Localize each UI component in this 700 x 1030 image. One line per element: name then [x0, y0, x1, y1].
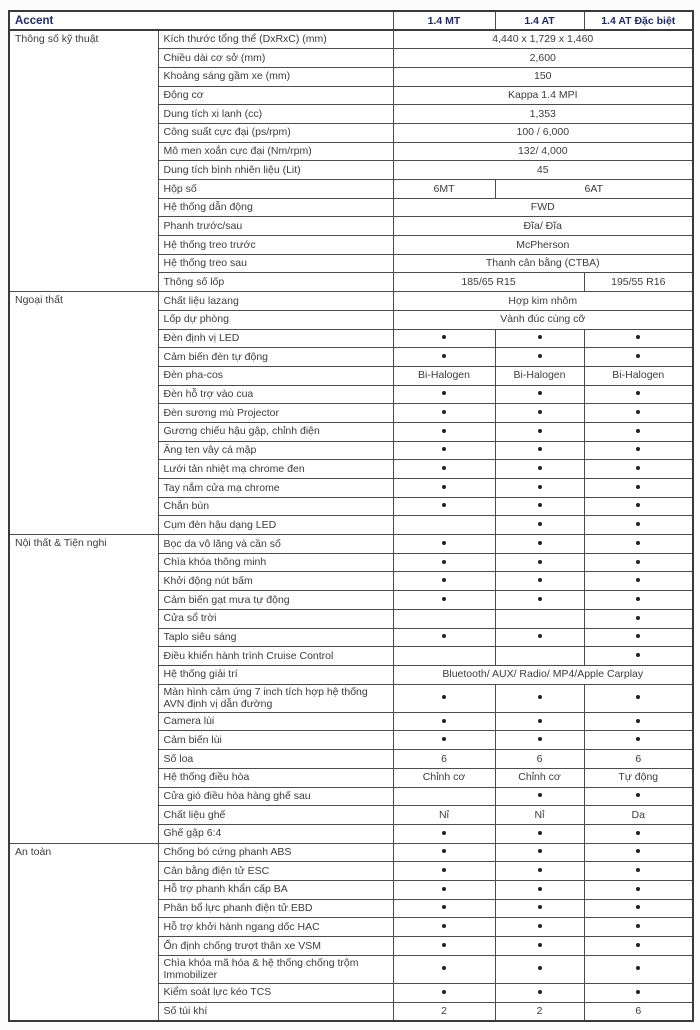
value-cell	[584, 983, 693, 1002]
value-cell: Vành đúc cùng cỡ	[393, 310, 693, 329]
included-dot-icon	[538, 990, 542, 994]
value-cell	[393, 422, 495, 441]
feature-label: Cửa gió điều hòa hàng ghế sau	[158, 787, 393, 806]
feature-label: Hệ thống giải trí	[158, 665, 393, 684]
value-cell	[584, 516, 693, 535]
feature-label: Phanh trước/sau	[158, 217, 393, 236]
feature-label: Đèn định vị LED	[158, 329, 393, 348]
value-cell	[495, 553, 584, 572]
included-dot-icon	[636, 924, 640, 928]
value-cell-empty	[495, 609, 584, 628]
feature-label: Thông số lốp	[158, 273, 393, 292]
included-dot-icon	[538, 410, 542, 414]
column-header-14at-dac-biet: 1.4 AT Đặc biệt	[584, 11, 693, 30]
feature-label: Hỗ trợ phanh khẩn cấp BA	[158, 880, 393, 899]
value-cell	[393, 684, 495, 712]
value-cell	[584, 609, 693, 628]
value-cell: Chỉnh cơ	[495, 768, 584, 787]
value-cell	[584, 591, 693, 610]
included-dot-icon	[538, 335, 542, 339]
value-cell: Hợp kim nhôm	[393, 292, 693, 311]
included-dot-icon	[636, 466, 640, 470]
included-dot-icon	[442, 966, 446, 970]
included-dot-icon	[538, 887, 542, 891]
feature-label: Lốp dự phòng	[158, 310, 393, 329]
included-dot-icon	[442, 924, 446, 928]
value-cell: Nỉ	[495, 806, 584, 825]
value-cell: 6AT	[495, 180, 693, 199]
value-cell	[393, 479, 495, 498]
feature-label: Phân bổ lực phanh điện tử EBD	[158, 899, 393, 918]
feature-label: Màn hình cảm ứng 7 inch tích hợp hệ thống AVN định vị dẫn đường	[158, 684, 393, 712]
value-cell: FWD	[393, 198, 693, 217]
value-cell	[393, 918, 495, 937]
included-dot-icon	[636, 793, 640, 797]
feature-label: Chống bó cứng phanh ABS	[158, 843, 393, 862]
value-cell	[495, 329, 584, 348]
included-dot-icon	[442, 429, 446, 433]
value-cell	[495, 787, 584, 806]
included-dot-icon	[636, 541, 640, 545]
value-cell	[584, 479, 693, 498]
value-cell	[393, 983, 495, 1002]
value-cell: 2	[495, 1002, 584, 1021]
value-cell: Nỉ	[393, 806, 495, 825]
included-dot-icon	[442, 849, 446, 853]
table-title: Accent	[9, 11, 393, 30]
value-cell	[495, 983, 584, 1002]
value-cell: 2	[393, 1002, 495, 1021]
feature-label: Đèn hỗ trợ vào cua	[158, 385, 393, 404]
included-dot-icon	[636, 597, 640, 601]
value-cell	[495, 348, 584, 367]
included-dot-icon	[636, 634, 640, 638]
spec-sheet	[8, 10, 694, 1022]
feature-label: Động cơ	[158, 86, 393, 105]
value-cell: Da	[584, 806, 693, 825]
value-cell	[393, 460, 495, 479]
feature-label: Mô men xoắn cực đại (Nm/rpm)	[158, 142, 393, 161]
included-dot-icon	[442, 943, 446, 947]
included-dot-icon	[442, 737, 446, 741]
included-dot-icon	[442, 410, 446, 414]
value-cell: Đĩa/ Đĩa	[393, 217, 693, 236]
value-cell: McPherson	[393, 236, 693, 255]
included-dot-icon	[636, 560, 640, 564]
included-dot-icon	[636, 410, 640, 414]
feature-label: Điều khiển hành trình Cruise Control	[158, 647, 393, 666]
included-dot-icon	[636, 943, 640, 947]
included-dot-icon	[538, 943, 542, 947]
included-dot-icon	[538, 354, 542, 358]
value-cell: 6	[495, 750, 584, 769]
value-cell	[584, 404, 693, 423]
feature-label: Cân bằng điện tử ESC	[158, 862, 393, 881]
feature-label: Hệ thống treo sau	[158, 254, 393, 273]
value-cell	[584, 385, 693, 404]
included-dot-icon	[636, 737, 640, 741]
included-dot-icon	[636, 887, 640, 891]
value-cell	[393, 572, 495, 591]
feature-label: Hệ thống treo trước	[158, 236, 393, 255]
value-cell	[584, 628, 693, 647]
feature-label: Kiểm soát lực kéo TCS	[158, 983, 393, 1002]
value-cell: Kappa 1.4 MPI	[393, 86, 693, 105]
feature-label: Khởi động nút bấm	[158, 572, 393, 591]
included-dot-icon	[442, 560, 446, 564]
included-dot-icon	[636, 429, 640, 433]
value-cell	[495, 460, 584, 479]
included-dot-icon	[636, 354, 640, 358]
section-label: Thông số kỹ thuật	[9, 30, 158, 292]
value-cell	[584, 329, 693, 348]
value-cell	[495, 516, 584, 535]
included-dot-icon	[538, 849, 542, 853]
value-cell	[584, 787, 693, 806]
feature-label: Kích thước tổng thể (DxRxC) (mm)	[158, 30, 393, 49]
included-dot-icon	[538, 695, 542, 699]
feature-label: Đèn pha-cos	[158, 366, 393, 385]
value-cell	[393, 441, 495, 460]
value-cell: 6MT	[393, 180, 495, 199]
feature-label: Ổn định chống trượt thân xe VSM	[158, 937, 393, 956]
value-cell: Thanh cân bằng (CTBA)	[393, 254, 693, 273]
included-dot-icon	[442, 541, 446, 545]
value-cell	[495, 404, 584, 423]
included-dot-icon	[636, 905, 640, 909]
value-cell	[584, 937, 693, 956]
value-cell	[495, 385, 584, 404]
value-cell	[584, 824, 693, 843]
value-cell	[393, 553, 495, 572]
included-dot-icon	[538, 541, 542, 545]
feature-label: Dung tích xi lanh (cc)	[158, 105, 393, 124]
value-cell	[495, 572, 584, 591]
value-cell: 195/55 R16	[584, 273, 693, 292]
included-dot-icon	[538, 429, 542, 433]
value-cell	[495, 899, 584, 918]
included-dot-icon	[636, 447, 640, 451]
included-dot-icon	[538, 924, 542, 928]
included-dot-icon	[538, 485, 542, 489]
value-cell	[584, 918, 693, 937]
table-row	[9, 843, 693, 862]
value-cell	[393, 955, 495, 983]
included-dot-icon	[442, 868, 446, 872]
value-cell	[584, 535, 693, 554]
column-header-14at: 1.4 AT	[495, 11, 584, 30]
value-cell	[495, 880, 584, 899]
included-dot-icon	[538, 966, 542, 970]
value-cell: 150	[393, 67, 693, 86]
feature-label: Gương chiếu hậu gập, chỉnh điện	[158, 422, 393, 441]
feature-label: Bọc da vô lăng và cần số	[158, 535, 393, 554]
value-cell	[584, 460, 693, 479]
included-dot-icon	[538, 503, 542, 507]
value-cell	[393, 404, 495, 423]
included-dot-icon	[636, 578, 640, 582]
included-dot-icon	[636, 616, 640, 620]
feature-label: Cụm đèn hậu dạng LED	[158, 516, 393, 535]
column-header-14mt: 1.4 MT	[393, 11, 495, 30]
value-cell	[495, 479, 584, 498]
included-dot-icon	[538, 522, 542, 526]
value-cell	[584, 441, 693, 460]
section-label: Ngoại thất	[9, 292, 158, 535]
feature-label: Tay nắm cửa mạ chrome	[158, 479, 393, 498]
table-row	[9, 292, 693, 311]
value-cell	[584, 955, 693, 983]
included-dot-icon	[636, 653, 640, 657]
value-cell: 132/ 4,000	[393, 142, 693, 161]
value-cell	[393, 731, 495, 750]
value-cell	[495, 497, 584, 516]
feature-label: Cửa sổ trời	[158, 609, 393, 628]
included-dot-icon	[442, 831, 446, 835]
included-dot-icon	[538, 868, 542, 872]
included-dot-icon	[636, 719, 640, 723]
included-dot-icon	[538, 466, 542, 470]
included-dot-icon	[442, 503, 446, 507]
included-dot-icon	[442, 695, 446, 699]
included-dot-icon	[538, 447, 542, 451]
value-cell	[393, 824, 495, 843]
included-dot-icon	[538, 391, 542, 395]
value-cell	[584, 712, 693, 731]
value-cell	[495, 422, 584, 441]
value-cell	[584, 497, 693, 516]
value-cell	[495, 955, 584, 983]
table-row	[9, 535, 693, 554]
value-cell-empty	[393, 787, 495, 806]
feature-label: Đèn sương mù Projector	[158, 404, 393, 423]
feature-label: Hệ thống dẫn động	[158, 198, 393, 217]
value-cell	[495, 937, 584, 956]
included-dot-icon	[636, 849, 640, 853]
feature-label: Chắn bùn	[158, 497, 393, 516]
value-cell: Bluetooth/ AUX/ Radio/ MP4/Apple Carplay	[393, 665, 693, 684]
included-dot-icon	[538, 793, 542, 797]
included-dot-icon	[636, 868, 640, 872]
feature-label: Khoảng sáng gầm xe (mm)	[158, 67, 393, 86]
value-cell: Tự động	[584, 768, 693, 787]
section-label: Nội thất & Tiện nghi	[9, 535, 158, 844]
included-dot-icon	[538, 634, 542, 638]
feature-label: Camera lùi	[158, 712, 393, 731]
value-cell	[584, 348, 693, 367]
included-dot-icon	[538, 578, 542, 582]
value-cell	[584, 647, 693, 666]
value-cell: Bi-Halogen	[393, 366, 495, 385]
included-dot-icon	[442, 354, 446, 358]
included-dot-icon	[442, 466, 446, 470]
value-cell	[393, 591, 495, 610]
value-cell-empty	[393, 647, 495, 666]
value-cell	[393, 880, 495, 899]
table-body	[9, 30, 693, 1021]
value-cell	[584, 862, 693, 881]
value-cell	[584, 572, 693, 591]
included-dot-icon	[636, 695, 640, 699]
value-cell	[393, 535, 495, 554]
value-cell	[495, 628, 584, 647]
value-cell	[495, 843, 584, 862]
feature-label: Hệ thống điều hòa	[158, 768, 393, 787]
included-dot-icon	[442, 391, 446, 395]
value-cell	[393, 497, 495, 516]
value-cell	[495, 731, 584, 750]
value-cell	[584, 553, 693, 572]
value-cell: 1,353	[393, 105, 693, 124]
feature-label: Chìa khóa thông minh	[158, 553, 393, 572]
included-dot-icon	[636, 831, 640, 835]
feature-label: Hỗ trợ khởi hành ngang dốc HAC	[158, 918, 393, 937]
value-cell	[393, 385, 495, 404]
value-cell: 6	[393, 750, 495, 769]
included-dot-icon	[636, 990, 640, 994]
value-cell: 45	[393, 161, 693, 180]
header-row	[9, 11, 693, 30]
feature-label: Chiều dài cơ sở (mm)	[158, 49, 393, 68]
value-cell	[393, 899, 495, 918]
value-cell	[393, 348, 495, 367]
included-dot-icon	[442, 887, 446, 891]
value-cell	[584, 731, 693, 750]
value-cell	[495, 591, 584, 610]
included-dot-icon	[442, 447, 446, 451]
included-dot-icon	[442, 719, 446, 723]
included-dot-icon	[636, 391, 640, 395]
included-dot-icon	[636, 522, 640, 526]
included-dot-icon	[636, 503, 640, 507]
value-cell: 6	[584, 750, 693, 769]
spec-table	[8, 10, 694, 1022]
table-header	[9, 11, 693, 30]
value-cell	[495, 712, 584, 731]
feature-label: Công suất cực đại (ps/rpm)	[158, 123, 393, 142]
value-cell	[584, 880, 693, 899]
value-cell-empty	[495, 647, 584, 666]
value-cell	[584, 843, 693, 862]
feature-label: Dung tích bình nhiên liệu (Lit)	[158, 161, 393, 180]
value-cell: 4,440 x 1,729 x 1,460	[393, 30, 693, 49]
value-cell: Bi-Halogen	[495, 366, 584, 385]
included-dot-icon	[538, 560, 542, 564]
value-cell: 2,600	[393, 49, 693, 68]
value-cell	[495, 918, 584, 937]
value-cell	[393, 937, 495, 956]
feature-label: Lưới tản nhiệt mạ chrome đen	[158, 460, 393, 479]
feature-label: Taplo siêu sáng	[158, 628, 393, 647]
included-dot-icon	[442, 905, 446, 909]
feature-label: Chất liệu ghế	[158, 806, 393, 825]
value-cell	[393, 628, 495, 647]
value-cell	[495, 535, 584, 554]
feature-label: Ghế gập 6:4	[158, 824, 393, 843]
included-dot-icon	[538, 597, 542, 601]
included-dot-icon	[538, 737, 542, 741]
feature-label: Chìa khóa mã hóa & hệ thống chống trộm Immobilizer	[158, 955, 393, 983]
value-cell-empty	[393, 516, 495, 535]
value-cell	[393, 712, 495, 731]
feature-label: Số túi khí	[158, 1002, 393, 1021]
feature-label: Chất liệu lazang	[158, 292, 393, 311]
table-row	[9, 30, 693, 49]
value-cell	[393, 862, 495, 881]
value-cell: 6	[584, 1002, 693, 1021]
included-dot-icon	[442, 990, 446, 994]
included-dot-icon	[442, 634, 446, 638]
value-cell: Chỉnh cơ	[393, 768, 495, 787]
feature-label: Số loa	[158, 750, 393, 769]
feature-label: Cảm biến đèn tự động	[158, 348, 393, 367]
value-cell	[584, 684, 693, 712]
value-cell	[393, 843, 495, 862]
included-dot-icon	[442, 335, 446, 339]
value-cell	[393, 329, 495, 348]
included-dot-icon	[442, 485, 446, 489]
feature-label: Hộp số	[158, 180, 393, 199]
included-dot-icon	[636, 966, 640, 970]
value-cell	[495, 862, 584, 881]
value-cell: 100 / 6,000	[393, 123, 693, 142]
included-dot-icon	[538, 831, 542, 835]
value-cell: Bi-Halogen	[584, 366, 693, 385]
value-cell	[584, 899, 693, 918]
value-cell: 185/65 R15	[393, 273, 584, 292]
value-cell	[495, 824, 584, 843]
included-dot-icon	[538, 719, 542, 723]
feature-label: Cảm biến gạt mưa tự động	[158, 591, 393, 610]
section-label: An toàn	[9, 843, 158, 1021]
value-cell-empty	[393, 609, 495, 628]
feature-label: Ăng ten vây cá mập	[158, 441, 393, 460]
value-cell	[584, 422, 693, 441]
feature-label: Cảm biến lùi	[158, 731, 393, 750]
included-dot-icon	[442, 597, 446, 601]
value-cell	[495, 684, 584, 712]
included-dot-icon	[538, 905, 542, 909]
included-dot-icon	[442, 578, 446, 582]
included-dot-icon	[636, 335, 640, 339]
included-dot-icon	[636, 485, 640, 489]
value-cell	[495, 441, 584, 460]
